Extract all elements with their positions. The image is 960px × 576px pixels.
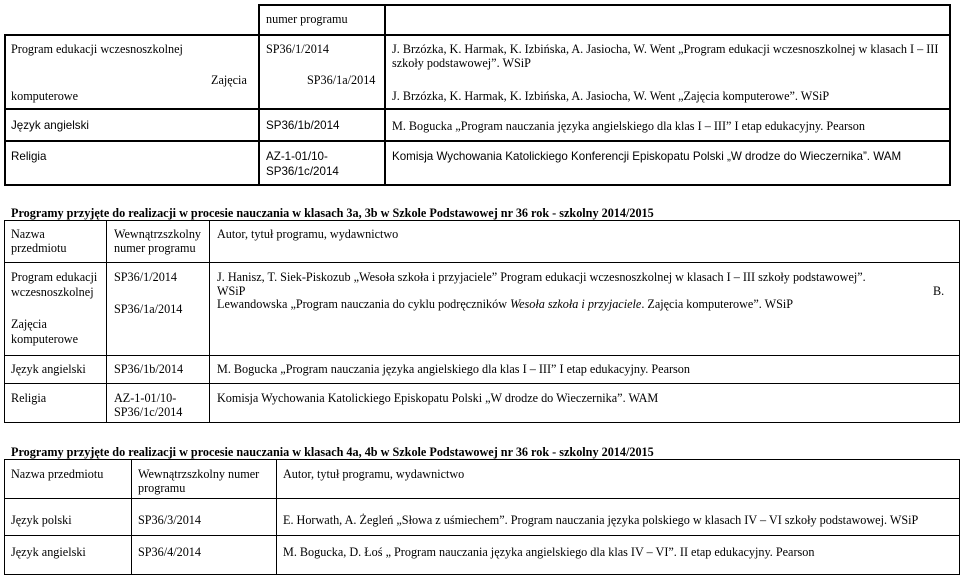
table-border [4, 459, 5, 575]
author-cell: szkoły podstawowej”. WSiP [392, 56, 531, 70]
code-cell: SP36/1a/2014 [114, 302, 183, 316]
author-cell: M. Bogucka, D. Łoś „ Program nauczania języka angielskiego dla klas IV – VI”. II etap edukacyjny. Pearson [283, 545, 815, 559]
section-title: Programy przyjęte do realizacji w procesie nauczania w klasach 3a, 3b w Szkole Podstawowej nr 36 rok - szkolny 2014/2015 [11, 206, 654, 220]
author-cell: M. Bogucka „Program nauczania języka angielskiego dla klas I – III” I etap edukacyjny. Pearson [217, 362, 690, 376]
column-header: Wewnątrzszkolny [114, 227, 202, 241]
table-border [4, 220, 5, 423]
trailing-text: B. [933, 284, 945, 298]
table-border [4, 184, 951, 186]
code-cell: SP36/1b/2014 [114, 362, 184, 376]
author-cell: E. Horwath, A. Żegleń „Słowa z uśmiechem”. Program nauczania języka polskiego w klasach IV – VI szkoły podstawowej. WSiP [283, 513, 919, 527]
subject-cell: komputerowe [11, 332, 79, 346]
table-border [4, 535, 960, 536]
column-header: Autor, tytuł programu, wydawnictwo [217, 227, 399, 241]
subject-cell: Język polski [11, 513, 72, 527]
table-border [4, 34, 6, 186]
author-cell: Komisja Wychowania Katolickiego Konferencji Episkopatu Polski „W drodze do Wieczernika”. WAM [392, 150, 902, 163]
subject-cell: Zajęcia [211, 73, 247, 87]
column-header: Autor, tytuł programu, wydawnictwo [283, 467, 465, 481]
subject-cell: Religia [11, 391, 47, 405]
table-border [4, 355, 960, 356]
subject-cell: wczesnoszkolnej [11, 285, 94, 299]
table-border [4, 34, 951, 36]
code-cell: SP36/1b/2014 [266, 119, 340, 132]
code-cell: SP36/1c/2014 [266, 165, 339, 178]
table-border [4, 383, 960, 384]
subject-cell: Religia [11, 150, 47, 163]
code-cell: AZ-1-01/10- [266, 150, 328, 163]
column-header: numer programu [114, 241, 196, 255]
table-border [209, 220, 210, 423]
author-cell: Komisja Wychowania Katolickiego Episkopatu Polski „W drodze do Wieczernika”. WAM [217, 391, 659, 405]
subject-cell: Zajęcia [11, 317, 47, 331]
table-border [258, 4, 260, 186]
author-cell: J. Brzózka, K. Harmak, K. Izbińska, A. Jasiocha, W. Went „Program edukacji wczesnoszkolnej w klasach I – III [392, 42, 939, 56]
table-border [4, 220, 960, 221]
code-cell: AZ-1-01/10- [114, 391, 177, 405]
code-cell: SP36/1/2014 [114, 270, 177, 284]
subject-cell: Program edukacji [11, 270, 98, 284]
table-border [4, 140, 951, 142]
author-cell [217, 297, 793, 311]
code-cell: SP36/4/2014 [138, 545, 201, 559]
section-title: Programy przyjęte do realizacji w procesie nauczania w klasach 4a, 4b w Szkole Podstawowej nr 36 rok - szkolny 2014/2015 [11, 445, 654, 459]
column-header: programu [138, 481, 186, 495]
table-border [4, 262, 960, 263]
table-border [949, 4, 951, 186]
subject-cell: Program edukacji wczesnoszkolnej [11, 42, 183, 56]
code-cell: SP36/1/2014 [266, 42, 329, 56]
table-border [4, 459, 960, 460]
author-cell: WSiP [217, 284, 246, 298]
subject-cell: komputerowe [11, 89, 79, 103]
table-border [106, 220, 107, 423]
table-border [4, 498, 960, 499]
code-cell: SP36/1a/2014 [307, 73, 376, 87]
table-border [258, 4, 951, 6]
author-text: . Zajęcia komputerowe”. WSiP [641, 297, 794, 311]
table-border [131, 459, 132, 575]
author-italic-text: Wesoła szkoła i przyjaciele [510, 297, 642, 311]
subject-cell: Język angielski [11, 119, 89, 132]
column-header: Nazwa przedmiotu [11, 467, 104, 481]
subject-cell: Język angielski [11, 362, 86, 376]
author-text: Lewandowska „Program nauczania do cyklu podręczników [217, 297, 511, 311]
table-border [4, 108, 951, 110]
table-border [384, 4, 386, 186]
subject-cell: Język angielski [11, 545, 86, 559]
code-cell: SP36/1c/2014 [114, 405, 183, 419]
author-cell: M. Bogucka „Program nauczania języka angielskiego dla klas I – III” I etap edukacyjny. Pearson [392, 119, 865, 133]
column-header: przedmiotu [11, 241, 67, 255]
header-code: numer programu [266, 12, 348, 26]
column-header: Nazwa [11, 227, 45, 241]
table-border [4, 574, 960, 575]
author-cell: J. Hanisz, T. Siek-Piskozub „Wesoła szkoła i przyjaciele” Program edukacji wczesnoszkolnej w klasach I – III szkoły podstawowej”. [217, 270, 866, 284]
table-border [276, 459, 277, 575]
column-header: Wewnątrzszkolny numer [138, 467, 260, 481]
code-cell: SP36/3/2014 [138, 513, 201, 527]
author-cell: J. Brzózka, K. Harmak, K. Izbińska, A. Jasiocha, W. Went „Zajęcia komputerowe”. WSiP [392, 89, 830, 103]
table-border [4, 422, 960, 423]
